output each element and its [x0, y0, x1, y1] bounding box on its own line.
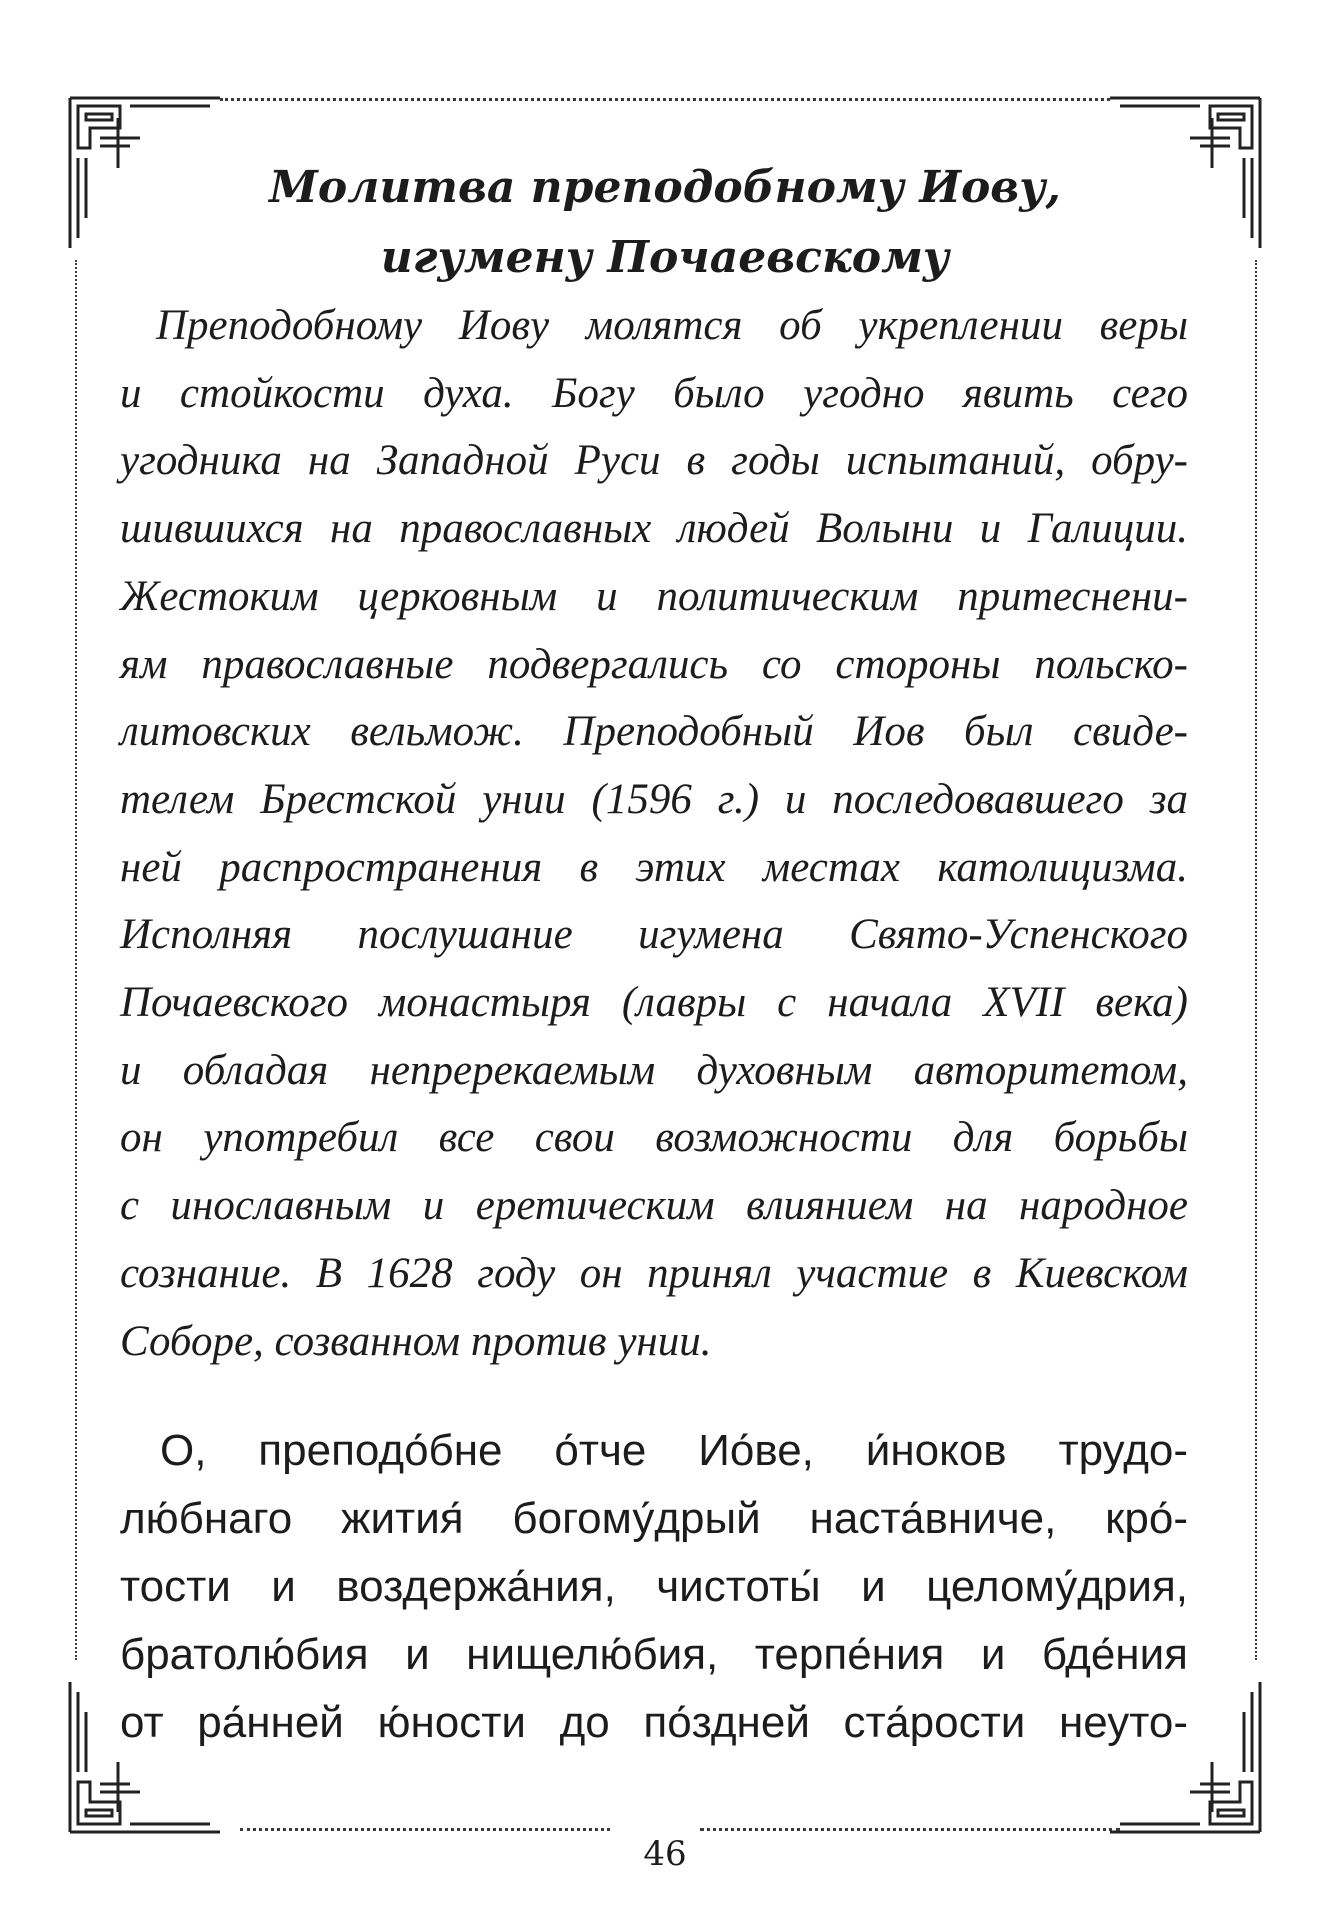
intro-line: сознание. В 1628 году он принял участие в Киевском — [120, 1249, 1188, 1297]
prayer-line: О, преподо́бне о́тче Ио́ве, и́ноков трудо- — [160, 1426, 1188, 1475]
frame-top-border — [220, 98, 1110, 101]
frame-right-border — [1255, 260, 1257, 1660]
intro-line: он употребил все свои возможности для борьбы — [120, 1114, 1188, 1162]
prayer-line: лю́бнаго жития́ богому́дрый наста́вниче, кро́- — [120, 1494, 1188, 1543]
frame-left-border — [75, 260, 77, 1660]
intro-line: Исполняя послушание игумена Свято-Успенского — [120, 911, 1188, 959]
intro-line: Преподобному Иову молятся об укреплении веры — [156, 302, 1188, 349]
prayer-line: братолю́бия и нищелю́бия, терпе́ния и бде́ния — [120, 1630, 1188, 1679]
prayer-line: тости и воздержа́ния, чистоты́ и целому́дрия, — [120, 1562, 1188, 1611]
intro-line: шившихся на православных людей Волыни и Галиции. — [120, 505, 1188, 553]
intro-line: с инославным и еретическим влиянием на народное — [120, 1182, 1188, 1230]
frame-bottom-border-left — [240, 1828, 610, 1831]
intro-line: угодника на Западной Руси в годы испытаний, обру- — [120, 437, 1188, 485]
intro-line: ям православные подвергались со стороны польско- — [120, 640, 1188, 688]
intro-paragraph — [120, 292, 1188, 1375]
prayer-line: от ра́нней ю́ности до по́здней ста́рости неуто- — [120, 1698, 1188, 1747]
intro-line: и обладая непререкаемым духовным авторитетом, — [120, 1046, 1188, 1094]
intro-line: ней распространения в этих местах католицизма. — [120, 843, 1188, 891]
page-number: 46 — [643, 1834, 687, 1874]
intro-line: Соборе, созванном против унии. — [120, 1317, 712, 1365]
intro-line: Почаевского монастыря (лавры с начала XVII века) — [120, 979, 1188, 1027]
prayer-paragraph — [120, 1417, 1188, 1757]
frame-bottom-border-right — [700, 1828, 1120, 1831]
page-title-line-1: Молитва преподобному Иову, — [269, 162, 1061, 213]
intro-line: Жестоким церковным и политическим притеснени- — [120, 572, 1188, 620]
intro-line: литовских вельмож. Преподобный Иов был свиде- — [120, 708, 1188, 756]
intro-line: телем Брестской унии (1596 г.) и последовавшего за — [120, 775, 1188, 823]
intro-line: и стойкости духа. Богу было угодно явить сего — [120, 369, 1188, 417]
page-title-line-2: игумену Почаевскому — [380, 232, 950, 283]
